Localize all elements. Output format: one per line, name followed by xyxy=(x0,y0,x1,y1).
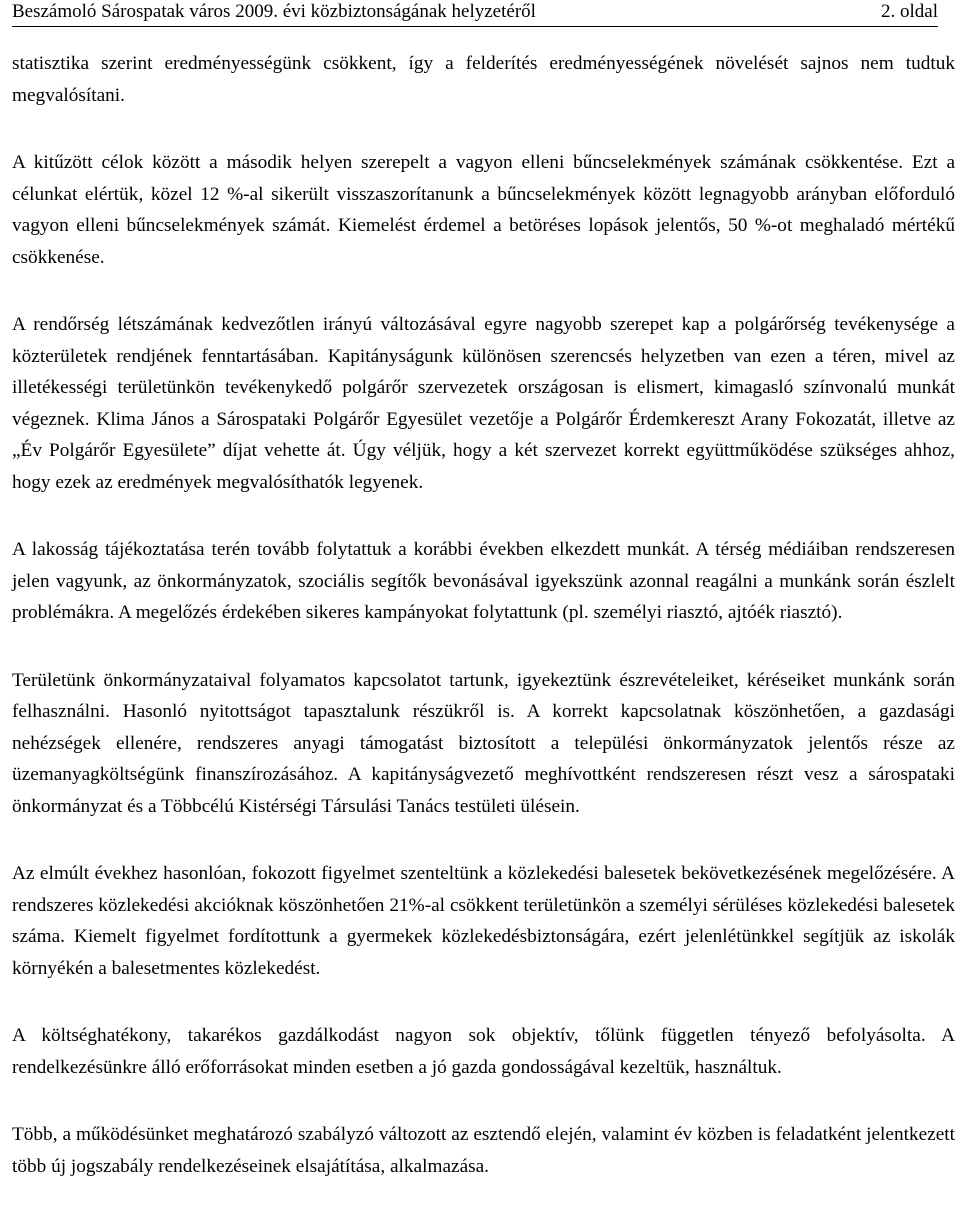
header-title: Beszámoló Sárospatak város 2009. évi közbiztonságának helyzetéről xyxy=(12,1,536,22)
paragraph-5: Területünk önkormányzataival folyamatos kapcsolatot tartunk, igyekeztünk észrevételeiket, kéréseiket munkánk során felhasználni. Hasonló nyitottságot tapasztalunk részükről is. A korrekt kapcsolatnak köszönhetően, a gazdasági nehézségek ellenére, rendszeres anyagi támogatást biztosított a települési önkormányzatok jelentős része az üzemanyagköltségünk finanszírozásához. A kapitányságvezető meghívottként rendszeresen részt vesz a sárospataki önkormányzat és a Többcélú Kistérségi Társulási Tanács testületi ülésein. xyxy=(12,669,955,817)
paragraph-7: A költséghatékony, takarékos gazdálkodást nagyon sok objektív, tőlünk független tényező befolyásolta. A rendelkezésünkre álló erőforrásokat minden esetben a jó gazda gondosságával kezeltük, használtuk. xyxy=(12,1025,955,1078)
page-header xyxy=(12,0,938,27)
paragraph-3: A rendőrség létszámának kedvezőtlen irányú változásával egyre nagyobb szerepet kap a polgárőrség tevékenysége a közterületek rendjének fenntartásában. Kapitányságunk különösen szerencsés helyzetben van ezen a téren, mivel az illetékességi területünkön tevékenykedő polgárőr szervezetek országosan is elismert, kimagasló színvonalú munkát végeznek. Klima János a Sárospataki Polgárőr Egyesület vezetője a Polgárőr Érdemkereszt Arany Fokozatát, illetve az „Év Polgárőr Egyesülete” díjat vehette át. Úgy véljük, hogy a két szervezet korrekt együttműködése szükséges ahhoz, hogy ezek az eredmények megvalósíthatók legyenek. xyxy=(12,314,955,493)
paragraph-8: Több, a működésünket meghatározó szabályzó változott az esztendő elején, valamint év közben is feladatként jelentkezett több új jogszabály rendelkezéseinek elsajátítása, alkalmazása. xyxy=(12,1124,955,1177)
document-body xyxy=(12,48,955,1182)
paragraph-4: A lakosság tájékoztatása terén tovább folytattuk a korábbi években elkezdett munkát. A térség médiáiban rendszeresen jelen vagyunk, az önkormányzatok, szociális segítők bevonásával igyekszünk azonnal reagálni a munkánk során észlelt problémákra. A megelőzés érdekében sikeres kampányokat folytattunk (pl. személyi riasztó, ajtóék riasztó). xyxy=(12,539,955,623)
paragraph-1: statisztika szerint eredményességünk csökkent, így a felderítés eredményességének növelését sajnos nem tudtuk megvalósítani. xyxy=(12,53,955,106)
paragraph-2: A kitűzött célok között a második helyen szerepelt a vagyon elleni bűncselekmények számának csökkentése. Ezt a célunkat elértük, közel 12 %-al sikerült visszaszorítanunk a bűncselekmények között legnagyobb arányban előforduló vagyon elleni bűncselekmények számát. Kiemelést érdemel a betöréses lopások jelentős, 50 %-ot meghaladó mértékű csökkenése. xyxy=(12,152,955,268)
page-number: 2. oldal xyxy=(881,1,938,22)
paragraph-6: Az elmúlt évekhez hasonlóan, fokozott figyelmet szenteltünk a közlekedési balesetek bekövetkezésének megelőzésére. A rendszeres közlekedési akcióknak köszönhetően 21%-al csökkent területünkön a személyi sérüléses közlekedési balesetek száma. Kiemelt figyelmet fordítottunk a gyermekek közlekedésbiztonságára, ezért jelenlétünkkel segítjük az iskolák környékén a balesetmentes közlekedést. xyxy=(12,863,955,979)
